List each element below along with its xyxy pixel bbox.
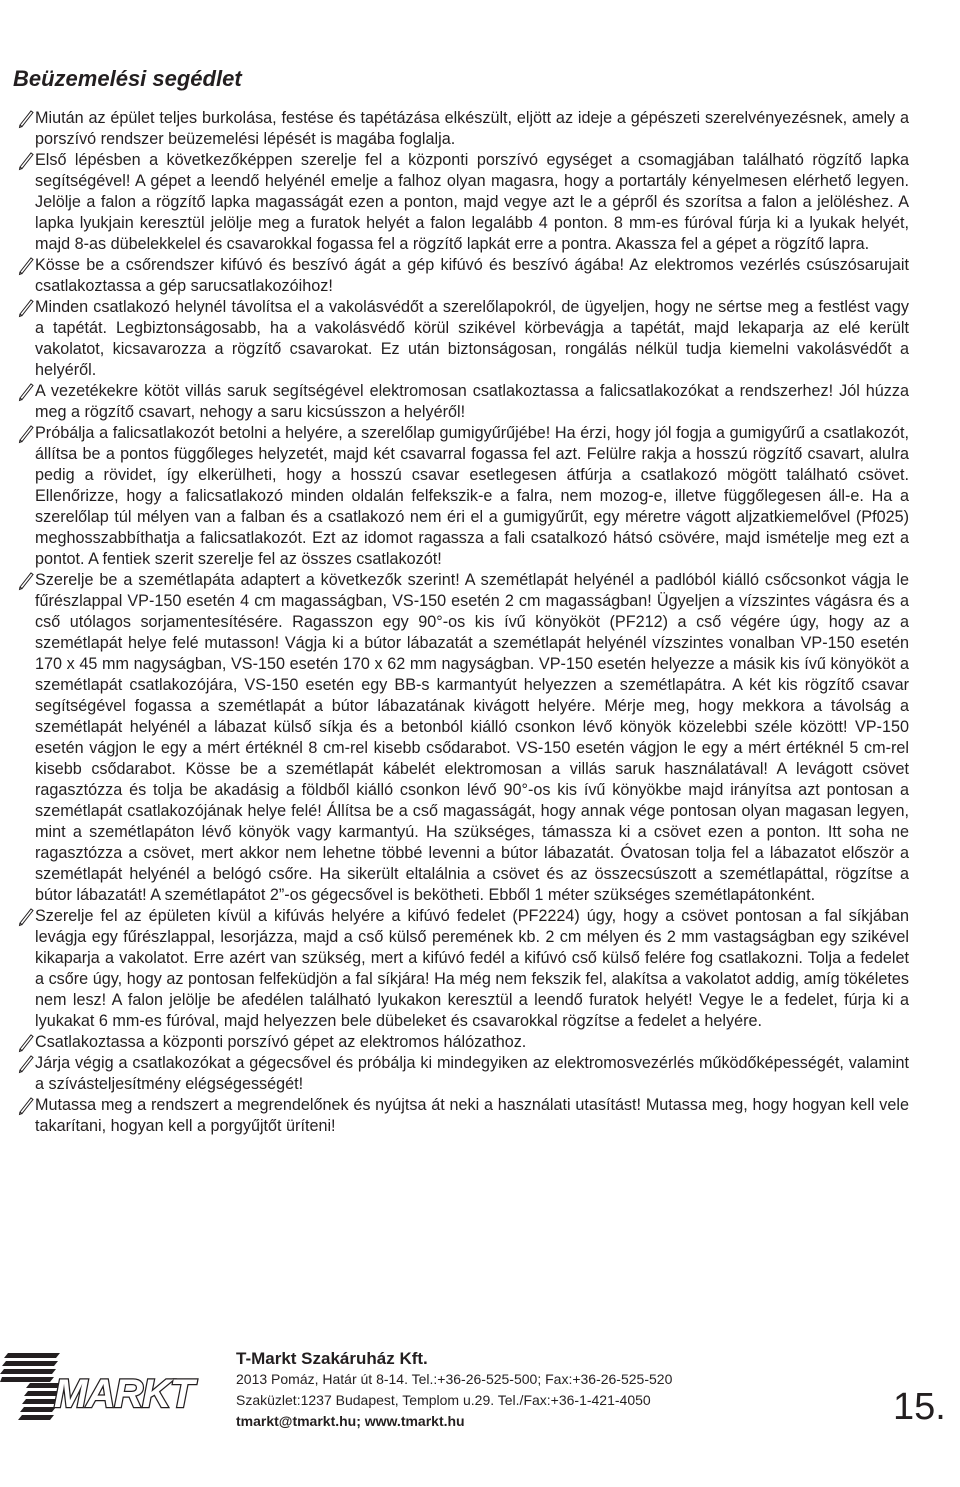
tmarkt-logo — [0, 1345, 212, 1425]
svg-text:MARKT: MARKT — [54, 1372, 194, 1416]
page-number: 15. — [893, 1386, 946, 1428]
page-title: Beüzemelési segédlet — [13, 66, 242, 91]
pencil-bullet-icon — [17, 1095, 35, 1116]
list-item — [35, 423, 909, 570]
list-item — [35, 297, 909, 381]
list-item — [35, 906, 909, 1032]
address-line-1: 2013 Pomáz, Határ út 8-14. Tel.:+36-26-525-500; Fax:+36-26-525-520 — [236, 1371, 673, 1387]
pencil-bullet-icon — [17, 297, 35, 318]
pencil-bullet-icon — [17, 108, 35, 129]
list-item — [35, 255, 909, 297]
paragraph-text: Csatlakoztassa a központi porszívó gépet az elektromos hálózathoz. — [35, 1033, 527, 1051]
paragraph-text: Kösse be a csőrendszer kifúvó és beszívó ágát a gép kifúvó és beszívó ágába! Az elektromos vezérlés csúszósarujait csatlakoztassa a gép sarucsatlakozóihoz! — [35, 256, 909, 295]
paragraph-text: Szerelje fel az épületen kívül a kifúvás helyére a kifúvó fedelet (PF2224) úgy, hogy a csövet pontosan a fal síkjában levágja egy fűrészlappal, lesorjázza, majd a cső külső peremének kb. 2 cm mélyen és 2 mm vastagságban egy szikével kikaparja a vakolatot. Erre azért van szükség, mert a kifúvó fedél a kifúvó cső külső felére fog csatlakozni. Tolja a fedelet a csőre úgy, hogy az pontosan felfeküdjön a fal síkjára! Ha még nem fekszik fel, alakítsa a vakolatot addig, amíg tökéletes nem lesz! A falon jelölje be afedélen található lyukakon keresztül a leendő furatok helyét! Vegye le a fedelet, fúrja ki a lyukakat 6 mm-es fúróval, majd helyezzen bele dübeleket és csavarokkal rögzítse a fedelet a helyére. — [35, 907, 909, 1030]
company-name: T-Markt Szakáruház Kft. — [236, 1349, 428, 1368]
pencil-bullet-icon — [17, 255, 35, 276]
paragraph-text: Minden csatlakozó helynél távolítsa el a vakolásvédőt a szerelőlapokról, de ügyeljen, hogy ne sértse meg a festlést vagy a tapétát. Legbiztonságosabb, ha a vakolásvédő körül szikével körbevágja a tapétát, majd lekaparja az elé került vakolatot, kicsavarozza a rögzítő csavarokat. Ez után biztonságosan, rongálás nélkül tudja kiemelni vakolásvédőt a helyéről. — [35, 298, 909, 379]
pencil-bullet-icon — [17, 906, 35, 927]
list-item — [35, 1053, 909, 1095]
paragraph-text: Járja végig a csatlakozókat a gégecsővel és próbálja ki mindegyiken az elektromosvezérlés működőképességét, valamint a szívásteljesítmény elégségességét! — [35, 1054, 909, 1093]
pencil-bullet-icon — [17, 570, 35, 591]
paragraph-text: Első lépésben a következőképpen szerelje fel a központi porszívó egységet a csomagjában található rögzítő lapka segítségével! A gépet a leendő helyénél emelje a falhoz olyan magasra, hogy a portartály kényelmesen elérhető legyen. Jelölje a falon a rögzítő lapka magasságát ezen a ponton, majd vegye azt le a gépről és szorítsa a falon a jelöléshez. A lapka lyukjain keresztül jelölje meg a furatok helyét a falon legalább 4 ponton. 8 mm-es fúróval fúrja ki a lyukak helyét, majd 8-as dübelekkelel és csavarokkal fogassa fel a rögzítő lapkát erre a pontra. Akassza fel a gépet a rögzítő lapra. — [35, 151, 909, 253]
pencil-bullet-icon — [17, 1053, 35, 1074]
paragraph-text: Miután az épület teljes burkolása, festése és tapétázása elkészült, eljött az ideje a gépészeti szerelvényezésnek, amely a porszívó rendszer beüzemelési lépését is magába foglalja. — [35, 109, 909, 148]
paragraph-text: Próbálja a falicsatlakozót betolni a helyére, a szerelőlap gumigyűrűjébe! Ha érzi, hogy jól fogja a gumigyűrű a csatlakozót, állítsa be a pontos függőleges helyzetét, majd két csavarral fogassa fel azt. Felülre rakja a hosszú rögzítő csavart, alulra pedig a rövidet, így elkerülheti, hogy a hosszú csavar esetlegesen átfúrja a csatlakozó mögött található csövet. Ellenőrizze, hogy a falicsatlakozó minden oldalán felfekszik-e a falra, nem mozog-e, illetve függőlegesen áll-e. Ha a szerelőlap túl mélyen van a falban és a csatlakozó nem éri el a gumigyűrűt, egy méretre vágott aljzatkiemelővel (Pf025) meghosszabbíthatja a falicsatlakozót. Ezt az idomot ragassza a fali csatalkozó hátsó csövére, majd ismételje meg ezt a pontot. A fentiek szerit szerelje fel az összes csatlakozót! — [35, 424, 909, 568]
list-item — [35, 381, 909, 423]
paragraph-text: Mutassa meg a rendszert a megrendelőnek és nyújtsa át neki a használati utasítást! Mutassa meg, hogy hogyan kell vele takarítani, hogyan kell a porgyűjtőt üríteni! — [35, 1096, 909, 1135]
pencil-bullet-icon — [17, 381, 35, 402]
list-item — [35, 570, 909, 906]
list-item — [35, 1095, 909, 1137]
instructions-list — [35, 108, 909, 1137]
address-line-2: Szaküzlet:1237 Budapest, Templom u.29. Tel./Fax:+36-1-421-4050 — [236, 1392, 651, 1408]
paragraph-text: A vezetékekre kötöt villás saruk segítségével elektromosan csatlakoztassa a falicsatlakozókat a rendszerhez! Jól húzza meg a rögzítő csavart, nehogy a saru kicsússzon a helyéről! — [35, 382, 909, 421]
paragraph-text: Szerelje be a szemétlapáta adaptert a következők szerint! A szemétlapát helyénél a padlóból kiálló csőcsonkot vágja le fűrészlappal VP-150 esetén 4 cm magasságban, VS-150 esetén 2 cm magasságban! Ügyeljen a vízszintes vágásra és a cső utólagos sorjamentesítésére. Ragasszon egy 90°-os kis ívű könyököt (PF212) a cső végére úgy, hogy az a szemétlapát helye felé mutasson! Vágja ki a bútor lábazatát a szemétlapát helyénél vízszintes vonalban VP-150 esetén 170 x 45 mm nagyságban, VS-150 esetén 170 x 62 mm nagyságban. VP-150 esetén helyezze a másik kis ívű könyököt a szemétlapát csatlakozójára, VS-150 esetén egy BB-s karmantyút helyezzen a szemétlapátra. A két kis rögzítő csavar segítségével fogassa a szemétlapát a bútor lábazatának kivágott helyére. Mérje meg, hogy mekkora a távolság a szemétlapát helyénél a lábazat külső síkja és a betonból kiálló csonkon lévő könyök közelebbi széle között! VP-150 esetén vágjon le egy a mért értéknél 8 cm-rel kisebb csődarabot. VS-150 esetén vágjon le egy a mért értéknél 5 cm-rel kisebb csődarabot. Kösse be a szemétlapát kábelét elektromosan a villás saruk használatával! A levágott csövet ragasztózza és tolja be akadásig a földből kiálló csonkon lévő 90°-os kis ívű könyökbe majd irányítsa azt pontosan a szemétlapát csatlakozójának helye felé! Állítsa be a cső magasságát, hogy annak vége pontosan olyan magasan legyen, mint a szemétlapáton lévő könyök vagy karmantyú. Ha szükséges, támassza ki a csövet ezen a ponton. Itt soha ne ragasztózza a csövet, mert akkor nem lehetne többé levenni a bútor lábazatát. Óvatosan tolja fel a lábazatot először a szemétlapát helyénél a belógó csőre. Ha sikerült eltalálnia a csövet és az összecsúszott a szemétlapáttal, rögzítse a bútor lábazatát! A szemétlapátot 2”-os gégecsővel is bekötheti. Ebből 1 méter szükséges szemétlapátonként. — [35, 571, 909, 904]
list-item — [35, 150, 909, 255]
pencil-bullet-icon — [17, 150, 35, 171]
list-item — [35, 108, 909, 150]
pencil-bullet-icon — [17, 423, 35, 444]
list-item — [35, 1032, 909, 1053]
contact-line: tmarkt@tmarkt.hu; www.tmarkt.hu — [236, 1413, 465, 1429]
pencil-bullet-icon — [17, 1032, 35, 1053]
